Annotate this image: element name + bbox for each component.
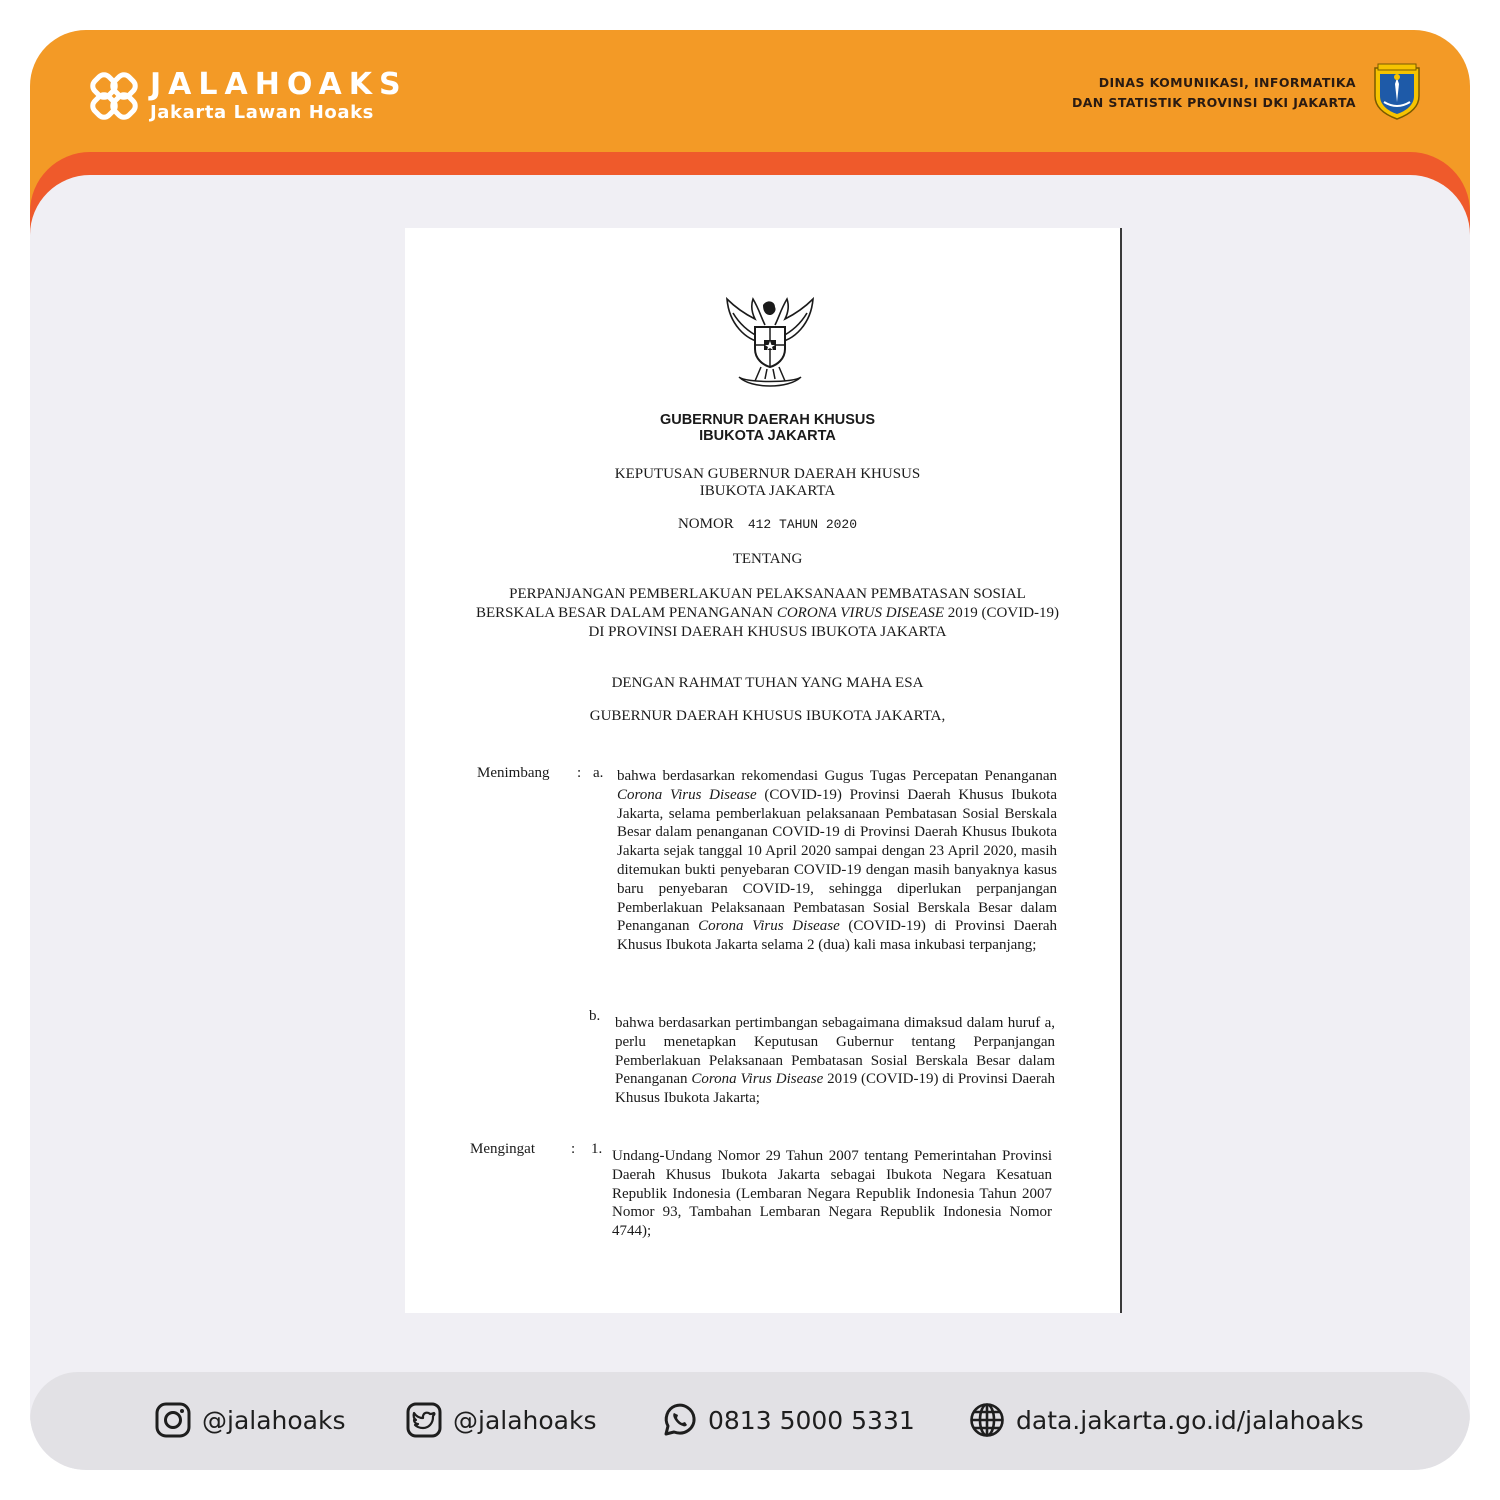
agency-line-1: DINAS KOMUNIKASI, INFORMATIKA: [1098, 75, 1356, 90]
subject-line-2a: BERSKALA BESAR DALAM PENANGANAN: [475, 605, 777, 621]
garuda-emblem-icon: [715, 293, 825, 393]
instagram-handle: @jalahoaks: [202, 1405, 346, 1435]
subject-line-3: DI PROVINSI DAERAH KHUSUS IBUKOTA JAKARTA: [588, 624, 947, 640]
rahmat-line: DENGAN RAHMAT TUHAN YANG MAHA ESA: [611, 675, 924, 691]
twitter-contact[interactable]: [405, 1400, 597, 1440]
agency-name: [1072, 73, 1356, 113]
dki-jakarta-emblem-icon: [1372, 62, 1422, 120]
governor-heading-line-2: IBUKOTA JAKARTA: [699, 428, 836, 444]
governor-closing: GUBERNUR DAERAH KHUSUS IBUKOTA JAKARTA,: [589, 708, 946, 724]
nomor-label: NOMOR: [677, 516, 734, 532]
brand-subtitle: Jakarta Lawan Hoaks: [150, 102, 374, 123]
item-a-text-2: (COVID-19) Provinsi Daerah Khusus Ibukota Jakarta, selama pemberlakuan pelaksanaan Pembatasan Sosial Berskala Besar dalam penanganan COVID-19 di Provinsi Daerah Khusus Ibukota Jakarta sejak tanggal 10 April 2020 sampai dengan 23 April 2020, masih ditemukan bukti penyebaran COVID-19 dengan masih banyaknya kasus baru penyebaran COVID-19, sehingga diperlukan perpanjangan Pemberlakuan Pelaksanaan Pembatasan Sosial Berskala Besar dalam Penanganan: [617, 786, 1057, 935]
decree-subject: [405, 585, 1130, 642]
decree-number: [405, 516, 1130, 533]
mengingat-colon: :: [571, 1141, 576, 1157]
contact-footer: [30, 1372, 1470, 1470]
menimbang-item-b: [615, 1014, 1055, 1108]
item-a-marker: a.: [593, 765, 604, 781]
globe-icon: [968, 1401, 1006, 1439]
nomor-value: 412 TAHUN 2020: [747, 517, 858, 532]
governor-heading-line-1: GUBERNUR DAERAH KHUSUS: [659, 412, 876, 428]
infographic-card: [30, 30, 1470, 1470]
governor-heading: [405, 412, 1130, 444]
item-a-italic-1: Corona Virus Disease: [617, 786, 757, 803]
subject-line-2b: CORONA VIRUS DISEASE: [776, 605, 945, 621]
item-1-marker: 1.: [591, 1141, 603, 1157]
website-contact[interactable]: [968, 1400, 1364, 1440]
item-b-text-2: 2019 (COVID-19) di Provinsi Daerah Khusus Ibukota Jakarta;: [615, 1071, 1055, 1107]
twitter-icon: [405, 1401, 443, 1439]
mengingat-label: Mengingat: [470, 1141, 535, 1157]
decree-title-line-2: IBUKOTA JAKARTA: [699, 483, 836, 499]
subject-line-1: PERPANJANGAN PEMBERLAKUAN PELAKSANAAN PEMBATASAN SOSIAL: [509, 586, 1026, 602]
item-a-italic-2: Corona Virus Disease: [698, 918, 840, 935]
agency-line-2: DAN STATISTIK PROVINSI DKI JAKARTA: [1071, 95, 1356, 110]
decree-document: [405, 228, 1122, 1313]
item-a-text-3: (COVID-19) di Provinsi Daerah Khusus Ibukota Jakarta selama 2 (dua) kali masa inkubasi terpanjang;: [617, 918, 1057, 954]
menimbang-label: Menimbang: [477, 765, 550, 781]
item-b-text-1: bahwa berdasarkan pertimbangan sebagaimana dimaksud dalam huruf a, perlu menetapkan Keputusan Gubernur tentang Perpanjangan Pemberlakuan Pelaksanaan Pembatasan Sosial Berskala Besar dalam Penanganan: [615, 1015, 1055, 1088]
brand-title: JALAHOAKS: [150, 67, 408, 102]
item-a-text-1: bahwa berdasarkan rekomendasi Gugus Tugas Percepatan Penanganan: [617, 768, 1057, 784]
subject-line-2: [405, 604, 1130, 623]
subject-line-2c: 2019 (COVID-19): [944, 605, 1060, 621]
tentang-label: TENTANG: [732, 551, 803, 567]
decree-title: [405, 466, 1130, 500]
menimbang-colon: :: [577, 765, 582, 781]
item-b-marker: b.: [589, 1008, 601, 1024]
instagram-icon: [154, 1401, 192, 1439]
menimbang-item-a: [617, 767, 1057, 955]
item-b-italic-1: Corona Virus Disease: [691, 1071, 824, 1088]
whatsapp-icon: [660, 1401, 698, 1439]
instagram-contact[interactable]: [154, 1400, 346, 1440]
website-url: data.jakarta.go.id/jalahoaks: [1016, 1405, 1364, 1435]
link-chain-icon: [88, 70, 140, 122]
whatsapp-contact[interactable]: [660, 1400, 915, 1440]
mengingat-item-1: Undang-Undang Nomor 29 Tahun 2007 tentang Pemerintahan Provinsi Daerah Khusus Ibukota Jakarta sebagai Ibukota Negara Kesatuan Republik Indonesia (Lembaran Negara Republik Indonesia Tahun 2007 Nomor 93, Tambahan Lembaran Negara Republik Indonesia Nomor 4744);: [612, 1148, 1052, 1240]
twitter-handle: @jalahoaks: [453, 1405, 597, 1435]
decree-title-line-1: KEPUTUSAN GUBERNUR DAERAH KHUSUS: [614, 466, 921, 482]
jalahoaks-logo: [88, 64, 408, 128]
whatsapp-number: 0813 5000 5331: [708, 1405, 915, 1435]
